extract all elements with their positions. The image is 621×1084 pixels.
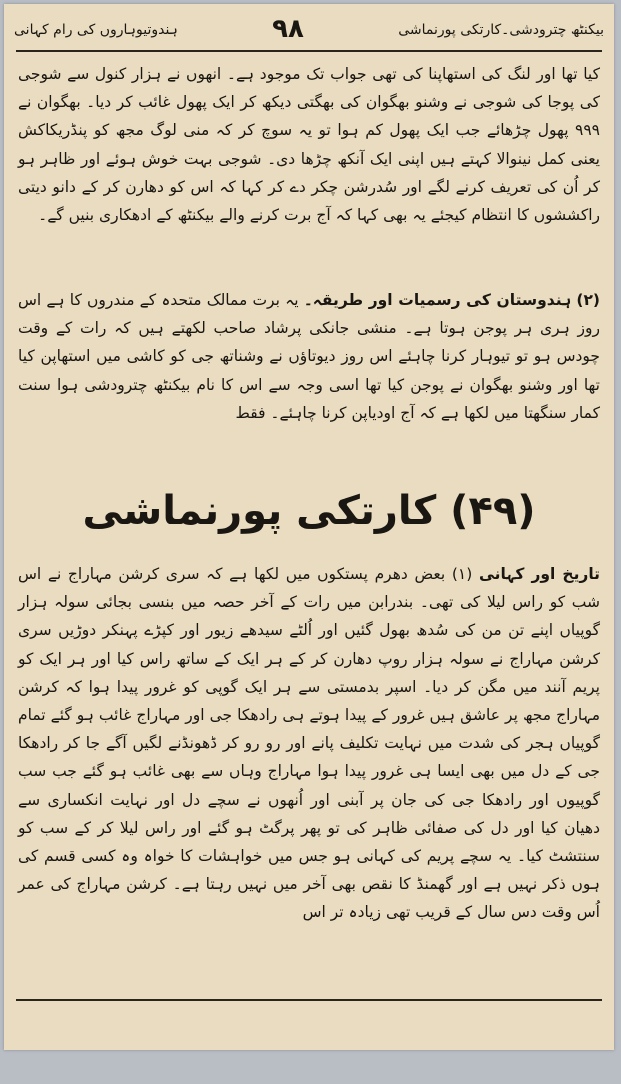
paragraph-3 — [18, 560, 600, 990]
paragraph-2 — [18, 286, 600, 468]
chapter-title — [24, 476, 594, 546]
paragraph-3-text: (۱) بعض دھرم پستکوں میں لکھا ہے کہ سری کرشن مہاراج نے اس شب کو راس لیلا کی تھی۔ بندرابن میں رات کے آخر حصہ میں بنسی بجائی سولہ ہزار گوپیاں اپنے تن من کی سُدھ بھول گئیں اور اُلٹے سیدھے زیور اور کپڑے پہنکر دوڑیں سری کرشن مہاراج نے سولہ ہزار روپ دھارن کر کے ہر ایک کے ساتھ راس کیا اور ہر ایک کو پریم آنند میں مگن کر دیا۔ اسپر بدمستی سے ہر ایک گوپی کو غرور پیدا ہوا کہ کرشن مہاراج مجھ پر عاشق ہیں غرور کے پیدا ہوتے ہی رادھکا جی اور مہاراج غائب ہو گئے تمام گوپیاں ہجر کی شدت میں نہایت تکلیف پانے اور رو رو کر ڈھونڈنے لگیں آگے جا کر رادھکا جی کے دل میں بھی ایسا ہی غرور پیدا ہوا مہاراج وہاں سے بھی غائب ہو گئے جب سب گوپیوں اور رادھکا جی کی جان پر آبنی اور اُنھوں نے سچے دل اور نہایت انکساری سے دھیان کیا اور دل کی صفائی ظاہر کی تو پھر پرگٹ ہو گئے اور راس لیلا کر کے سب کو سنتشٹ کیا۔ یہ سچے پریم کی کہانی ہو جس میں خواہشات کا خواہ وہ کسی قسم کی ہوں ذکر نہیں ہے اور گھمنڈ کا نقص بھی آخر میں نہیں رہتا ہے۔ کرشن مہاراج کی عمر اُس وقت دس سال کے قریب تھی زیادہ تر اس — [18, 565, 600, 922]
footer-rule — [16, 999, 602, 1001]
paragraph-2-text: یہ برت ممالک متحدہ کے مندروں کا ہے اس روز ہری ہر پوجن ہوتا ہے۔ منشی جانکی پرشاد صاحب لکھتے ہیں کہ رات کے وقت چودس ہو تو تیوہار کرنا چاہئے اس روز دیوتاؤں نے وشناتھ جی کو کاشی میں استھاپن کیا تھا اور وشنو بھگوان نے پوجن کیا تھا اسی وجہ سے اس کا نام بیکنٹھ چترودشی ہوا سنت کمار سنگھتا میں لکھا ہے کہ آج اودیاپن کرنا چاہئے۔ فقط — [18, 291, 600, 422]
paragraph-2-number: (۲) — [576, 291, 600, 309]
page-number: ۹۸ — [272, 14, 304, 45]
running-header — [14, 12, 604, 48]
chapter-number: (۴۹) — [450, 488, 536, 534]
header-right-title: بیکنٹھ چترودشی۔کارتکی پورنماشی — [398, 21, 604, 38]
book-page — [4, 4, 614, 1050]
paragraph-2-heading: ہندوستان کی رسمیات اور طریقہ۔ — [303, 291, 572, 309]
paragraph-1-text: کیا تھا اور لنگ کی استھاپنا کی تھی جواب تک موجود ہے۔ انھوں نے ہزار کنول سے شوجی کی پوجا کی شوجی نے وشنو بھگوان کی بھگتی دیکھ کر ایک پھول غائب کر دیا۔ بھگوان نے ۹۹۹ پھول چڑھائے جب ایک پھول کم ہوا تو یہ سوچ کر کہ منی لوگ مجھ کو پنڈریکاکش یعنی کمل نینوالا کہتے ہیں اپنی ایک آنکھ چڑھا دی۔ شوجی بہت خوش ہوئے اور ظاہر ہو کر اُن کی تعریف کرنے لگے اور سُدرشن چکر دے کر کہا کہ اس کو دھارن کر کے دانو دیتی راکششوں کا انتظام کیجئے یہ بھی کہا کہ آج برت کرنے والے بیکنٹھ کے ادھکاری بنیں گے۔ — [18, 65, 600, 225]
paragraph-1 — [18, 60, 600, 280]
header-left-title: ہندوتیوہاروں کی رام کہانی — [14, 21, 178, 38]
chapter-title-text: کارتکی پورنماشی — [82, 488, 437, 534]
header-rule — [16, 50, 602, 52]
paragraph-3-heading: تاریخ اور کہانی — [478, 565, 600, 583]
